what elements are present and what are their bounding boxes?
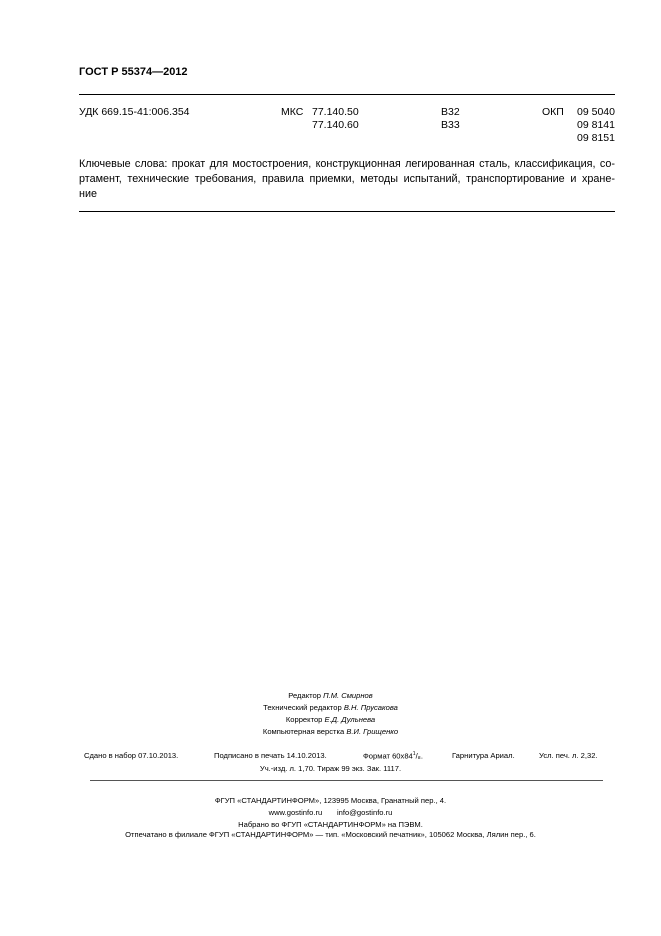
okp-code-1: 09 5040 [577, 106, 615, 118]
layout-credit [0, 726, 661, 738]
editor-credit [0, 690, 661, 702]
mks-code-1: 77.140.50 [312, 106, 359, 118]
keywords-line: ртамент, технические требования, правила приемки, методы испытаний, транспортирование и хране- [79, 173, 615, 185]
format-sup: 1 [412, 751, 416, 757]
typeset-note: Набрано во ФГУП «СТАНДАРТИНФОРМ» на ПЭВМ. [238, 820, 423, 829]
corrector-label: Корректор [285, 715, 323, 724]
corrector-name: Е.Д. Дульнева [324, 715, 376, 724]
signed-date: Подписано в печать 14.10.2013. [214, 751, 327, 760]
org-address: ФГУП «СТАНДАРТИНФОРМ», 123995 Москва, Гранатный пер., 4. [214, 796, 447, 805]
okp-code-3: 09 8151 [577, 132, 615, 144]
mks-label: МКС [281, 106, 304, 118]
keywords-block [79, 157, 615, 202]
format-info [363, 751, 423, 761]
website-link: www.gostinfo.ru [268, 808, 323, 817]
format-suffix: /₈. [415, 751, 423, 761]
udk-code: УДК 669.15-41:006.354 [79, 106, 190, 118]
mks-code-2: 77.140.60 [312, 119, 359, 131]
typeset-date: Сдано в набор 07.10.2013. [84, 751, 179, 760]
print-sheets: Усл. печ. л. 2,32. [539, 751, 598, 760]
okp-code-2: 09 8141 [577, 119, 615, 131]
email-link: info@gostinfo.ru [336, 808, 393, 817]
v-code-2: В33 [441, 119, 460, 131]
typeface-info: Гарнитура Ариал. [452, 751, 515, 760]
contacts-line [0, 807, 661, 819]
top-rule [79, 94, 615, 95]
okp-label: ОКП [542, 106, 564, 118]
corrector-credit [0, 714, 661, 726]
tech-editor-name: В.Н. Прусакова [343, 703, 398, 712]
layout-name: В.И. Грищенко [346, 727, 399, 736]
printed-note: Отпечатано в филиале ФГУП «СТАНДАРТИНФОРМ» — тип. «Московский печатник», 105062 Москва, Лялин пер., 6. [125, 830, 536, 839]
format-prefix: Формат 60х84 [363, 751, 413, 761]
tech-editor-credit [0, 702, 661, 714]
keywords-line: ние [79, 188, 97, 200]
footer-separator [90, 780, 603, 781]
keywords-rule [79, 211, 615, 212]
editor-label: Редактор [288, 691, 321, 700]
keywords-line: Ключевые слова: прокат для мостостроения, конструкционная легированная сталь, классификация, со- [79, 158, 615, 170]
tech-editor-label: Технический редактор [263, 703, 342, 712]
publishing-line-2: Уч.-изд. л. 1,70. Тираж 99 экз. Зак. 1117. [259, 764, 402, 773]
document-title: ГОСТ Р 55374—2012 [79, 66, 188, 78]
layout-label: Компьютерная верстка [262, 727, 345, 736]
editor-name: П.М. Смирнов [323, 691, 373, 700]
v-code-1: В32 [441, 106, 460, 118]
